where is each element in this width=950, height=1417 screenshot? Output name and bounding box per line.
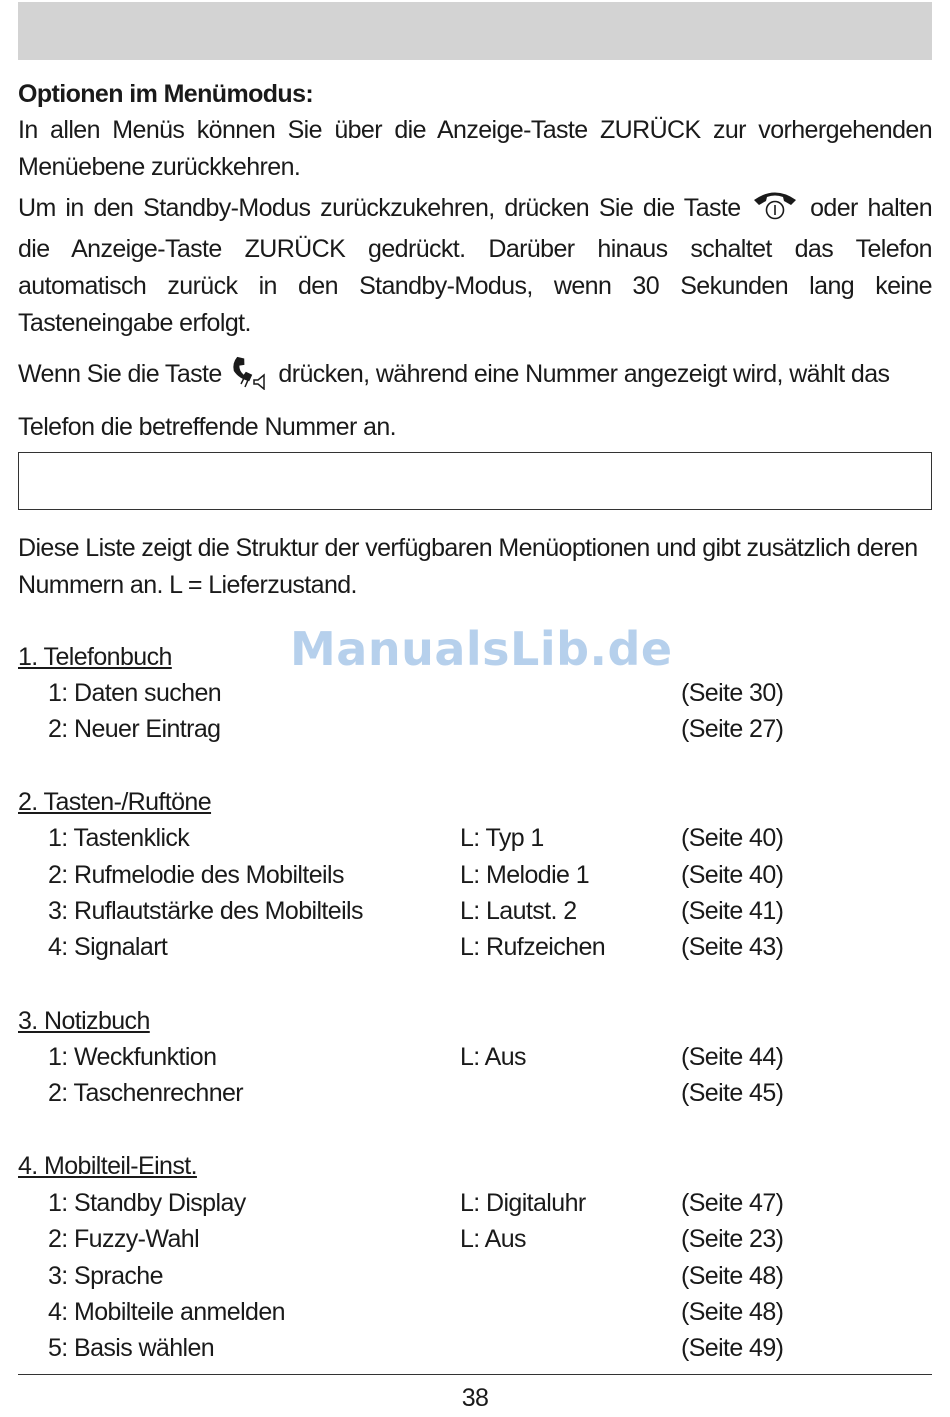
menu-item-label: 4: Mobilteile anmelden <box>48 1298 285 1326</box>
standby-text-start: Um in den Standby-Modus zurückzukehren, drücken Sie die Taste <box>18 194 741 223</box>
menu-item-page: (Seite 44) <box>681 1043 784 1071</box>
options-paragraph-back: In allen Menüs können Sie über die Anzeige-Taste ZURÜCK zur vorhergehenden Menüebene zurückkehren. <box>18 116 932 181</box>
footer-divider <box>18 1374 932 1375</box>
menu-item-page: (Seite 30) <box>681 679 784 707</box>
menu-item-page: (Seite 48) <box>681 1298 784 1326</box>
end-call-power-icon <box>750 188 800 231</box>
menu-item-default: L: Typ 1 <box>460 824 544 852</box>
menu-item-label: 2: Fuzzy-Wahl <box>48 1225 200 1253</box>
section-heading-box <box>18 452 932 510</box>
menu-group-heading: 3. Notizbuch <box>18 1007 150 1035</box>
menu-item <box>0 1221 950 1258</box>
menu-item <box>0 1258 950 1295</box>
standby-text-end: oder halten die Anzeige-Taste ZURÜCK gedrückt. Darüber hinaus schaltet das Telefon automatisch zurück in den Standby-Modus, wenn 30 Sekunden lang keine Tasteneingabe erfolgt. <box>18 194 932 337</box>
menu-item <box>0 1075 950 1112</box>
menu-item-label: 4: Signalart <box>48 933 168 961</box>
menu-item-label: 5: Basis wählen <box>48 1334 215 1362</box>
menu-item <box>0 711 950 748</box>
menu-item <box>0 1330 950 1367</box>
options-paragraph-dial <box>18 350 932 446</box>
menu-item <box>0 1294 950 1331</box>
menu-item-label: 3: Sprache <box>48 1262 163 1290</box>
menu-item <box>0 893 950 930</box>
menu-item-label: 3: Ruflautstärke des Mobilteils <box>48 897 363 925</box>
menu-item-default: L: Aus <box>460 1043 526 1071</box>
options-title: Optionen im Menümodus: <box>18 80 314 108</box>
menu-item-page: (Seite 40) <box>681 861 784 889</box>
menu-item-page: (Seite 40) <box>681 824 784 852</box>
menu-item <box>0 1185 950 1222</box>
menu-item-page: (Seite 48) <box>681 1262 784 1290</box>
menu-item-label: 2: Neuer Eintrag <box>48 715 221 743</box>
call-handset-icon <box>228 350 272 401</box>
menu-group-heading: 2. Tasten-/Ruftöne <box>18 788 212 816</box>
menu-item-page: (Seite 45) <box>681 1079 784 1107</box>
menu-intro: Diese Liste zeigt die Struktur der verfügbaren Menüoptionen und gibt zusätzlich deren Nummern an. L = Lieferzustand. <box>18 534 918 599</box>
menu-item <box>0 929 950 966</box>
menu-item-page: (Seite 41) <box>681 897 784 925</box>
dial-line-1 <box>18 350 932 401</box>
menu-item-default: L: Lautst. 2 <box>460 897 577 925</box>
menu-item-default: L: Melodie 1 <box>460 861 589 889</box>
menu-item-default: L: Rufzeichen <box>460 933 606 961</box>
header-bar <box>18 2 932 60</box>
menu-item <box>0 857 950 894</box>
menu-item-default: L: Aus <box>460 1225 526 1253</box>
menu-item-label: 1: Weckfunktion <box>48 1043 217 1071</box>
menu-item-label: 1: Tastenklick <box>48 824 190 852</box>
menu-item <box>0 820 950 857</box>
menu-item <box>0 1039 950 1076</box>
menu-item-page: (Seite 43) <box>681 933 784 961</box>
menu-group-heading: 4. Mobilteil-Einst. <box>18 1152 197 1180</box>
menu-item-page: (Seite 23) <box>681 1225 784 1253</box>
page-number: 38 <box>461 1384 489 1412</box>
menu-item-label: 2: Taschenrechner <box>48 1079 244 1107</box>
watermark: ManualsLib.de <box>290 622 673 676</box>
menu-item-label: 2: Rufmelodie des Mobilteils <box>48 861 344 889</box>
dial-line-2: Telefon die betreffende Nummer an. <box>18 413 396 441</box>
menu-item <box>0 675 950 712</box>
menu-item-label: 1: Standby Display <box>48 1189 246 1217</box>
menu-group-heading: 1. Telefonbuch <box>18 643 172 671</box>
menu-item-page: (Seite 49) <box>681 1334 784 1362</box>
menu-item-default: L: Digitaluhr <box>460 1189 586 1217</box>
menu-item-label: 1: Daten suchen <box>48 679 222 707</box>
menu-item-page: (Seite 47) <box>681 1189 784 1217</box>
menu-item-page: (Seite 27) <box>681 715 784 743</box>
options-paragraph-standby <box>18 188 932 342</box>
dial-text-end: drücken, während eine Nummer angezeigt wird, wählt das <box>278 360 890 389</box>
dial-text-start: Wenn Sie die Taste <box>18 360 222 389</box>
